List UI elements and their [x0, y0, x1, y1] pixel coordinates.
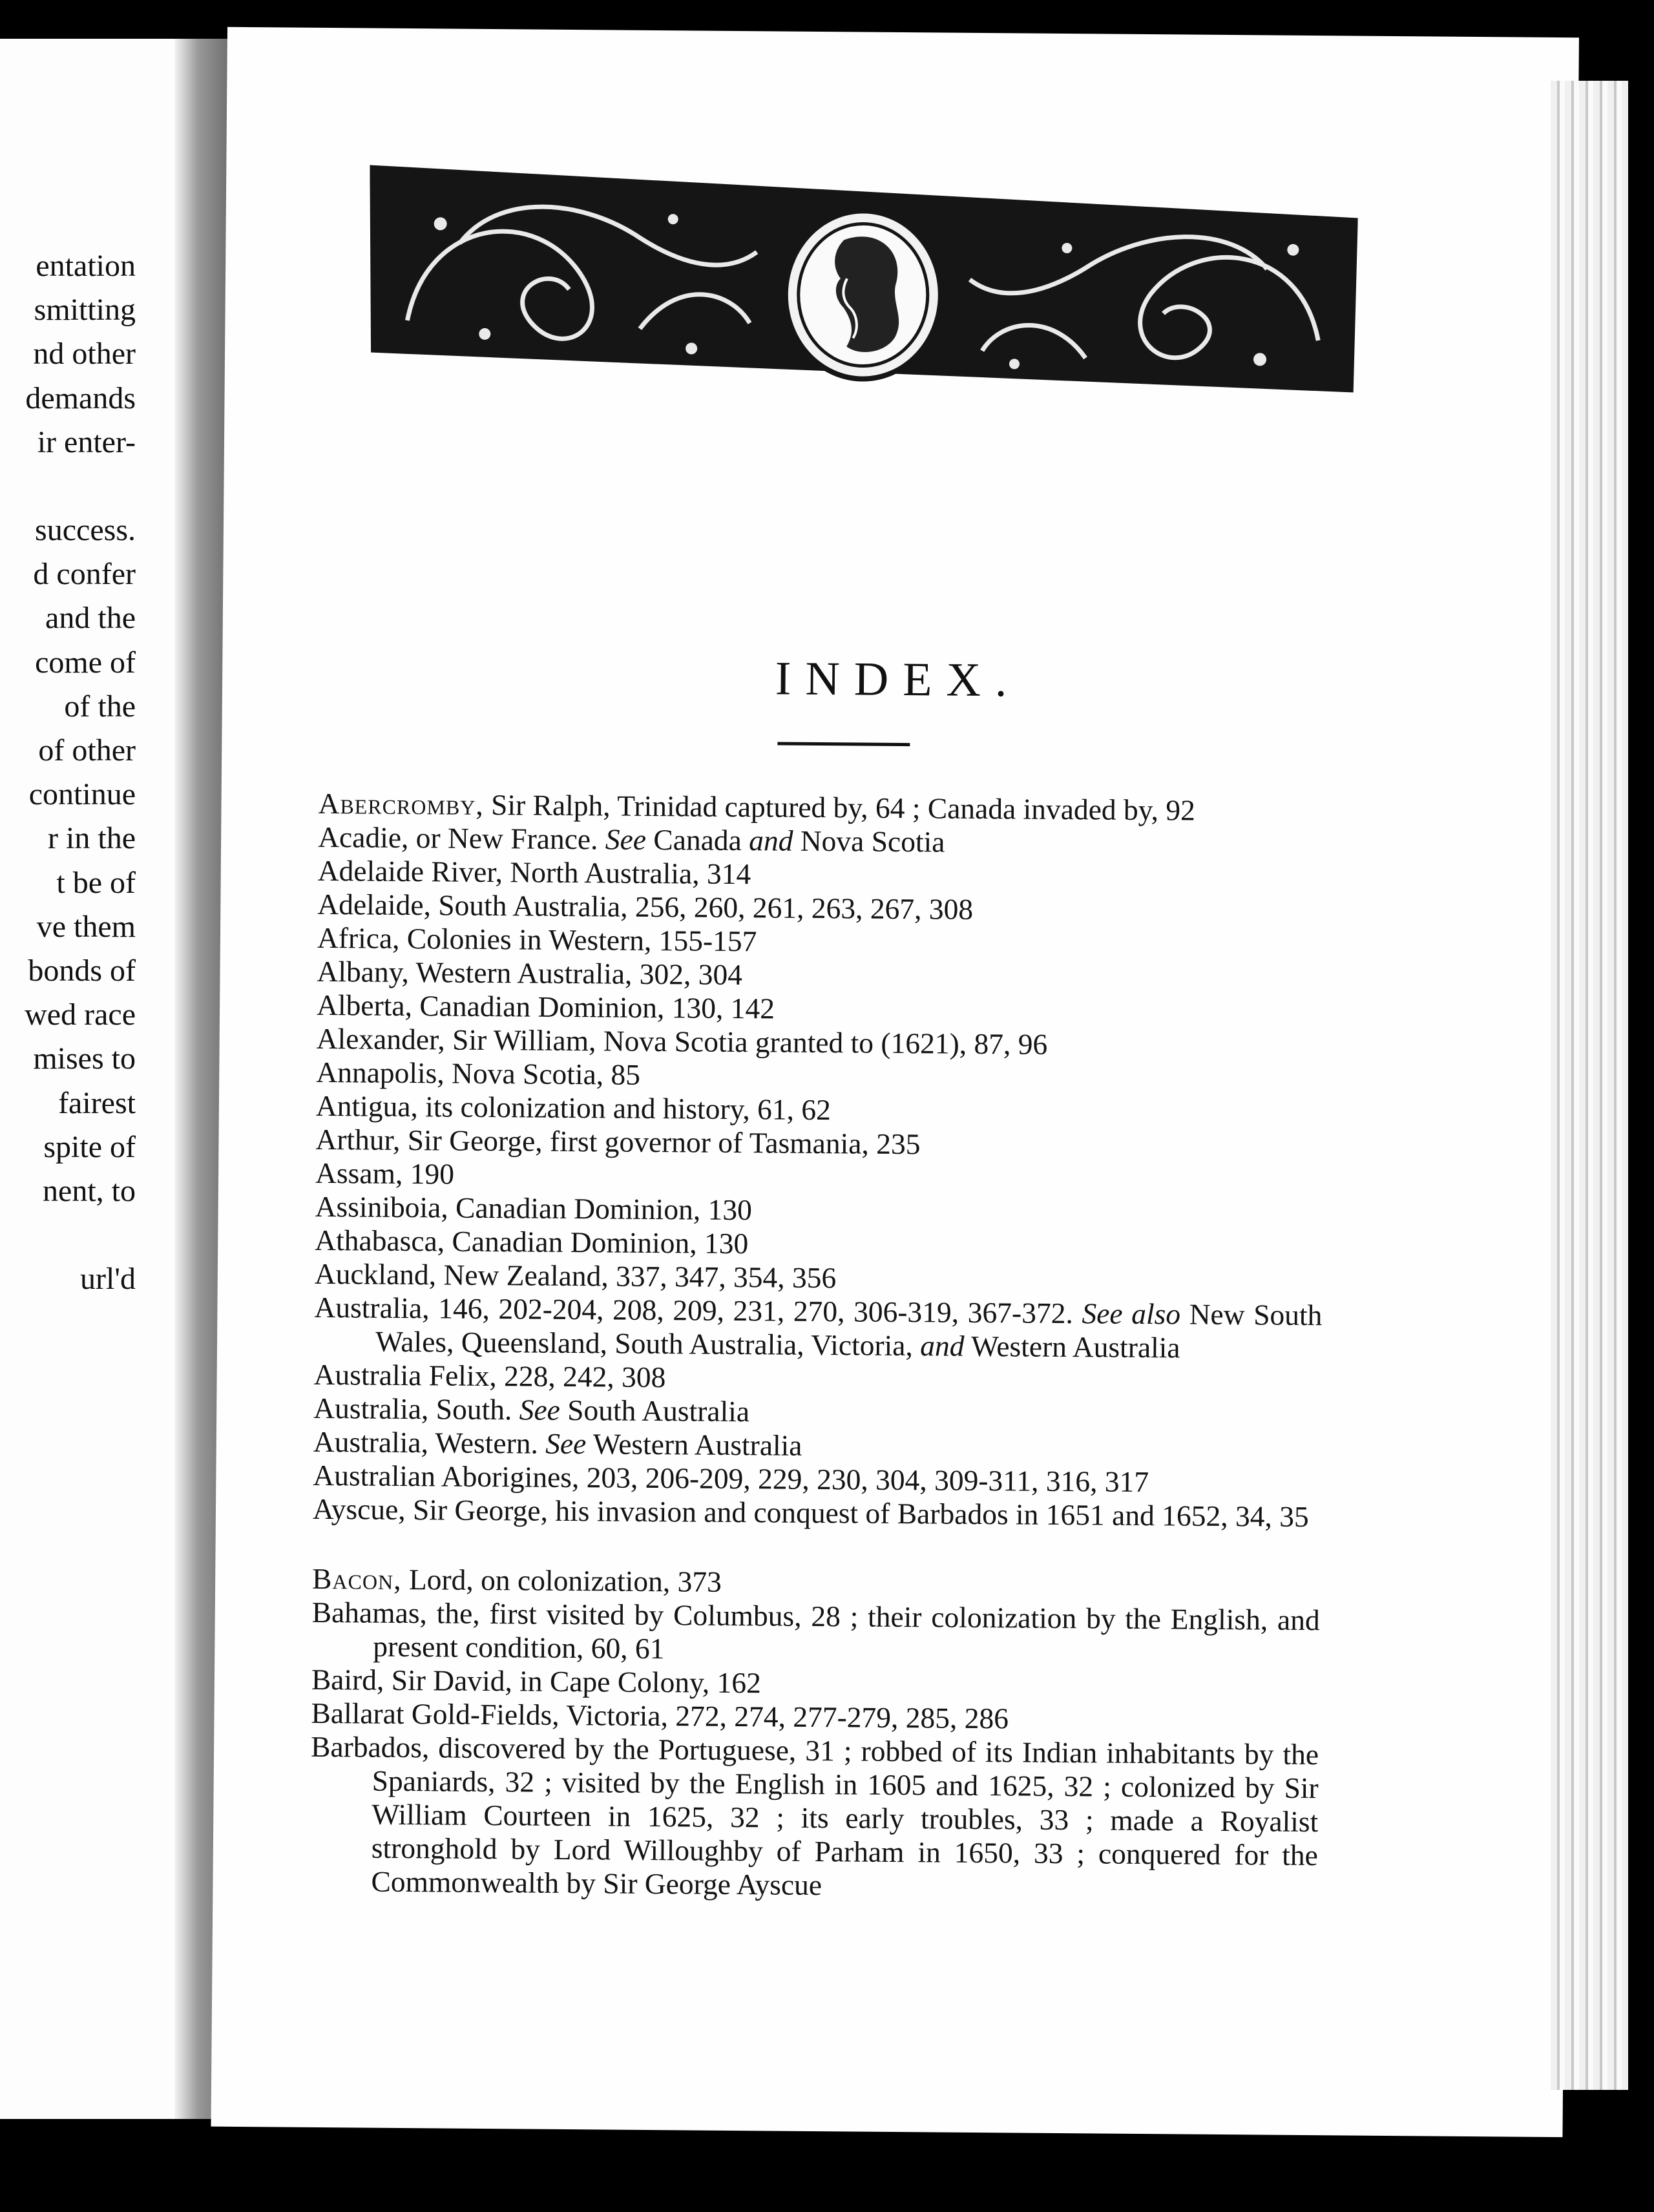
entry-heading: Acadie,: [317, 820, 409, 855]
left-page-line: smitting: [34, 293, 136, 328]
left-page-line: come of: [35, 645, 136, 680]
entry-text: Sir George, first governor of Tasmania, 235: [400, 1123, 921, 1161]
entry-text: Sir William, Nova Scotia granted to (1621), 87, 96: [445, 1023, 1048, 1061]
left-page-line: ve them: [36, 909, 136, 944]
cross-reference-conjunction: and: [920, 1329, 965, 1362]
left-page-line: success.: [35, 513, 136, 548]
entry-heading: Abercromby,: [318, 786, 484, 821]
entry-heading: Adelaide,: [317, 887, 432, 922]
entry-heading: Bahamas,: [311, 1595, 428, 1630]
left-page-line: and the: [45, 601, 136, 636]
cross-reference-label: See: [605, 822, 647, 856]
entry-text: or New France.: [408, 821, 606, 856]
entry-heading: Ballarat Gold-Fields,: [311, 1696, 560, 1731]
entry-heading: Albany,: [317, 954, 410, 989]
cross-reference-text: Western Australia: [964, 1329, 1180, 1364]
left-page-line: spite of: [43, 1129, 136, 1164]
left-page-line: r in the: [48, 821, 136, 856]
entry-heading: Australia, Western.: [313, 1424, 539, 1460]
entry-heading: Barbados,: [310, 1729, 430, 1764]
left-page-line: fairest: [58, 1085, 136, 1120]
entry-text: its colonization and history, 61, 62: [417, 1090, 832, 1127]
entry-heading: Adelaide River,: [317, 853, 503, 889]
entry-text: 146, 202-204, 208, 209, 231, 270, 306-319, 367-372.: [429, 1291, 1082, 1330]
entry-text: South Australia, 256, 260, 261, 263, 267, 308: [430, 888, 974, 926]
index-page: [211, 27, 1579, 2137]
index-entry: [314, 1291, 1323, 1366]
entry-heading: Bacon,: [311, 1561, 402, 1596]
entry-text: Canadian Dominion, 130: [448, 1191, 753, 1227]
index-entries: [309, 787, 1326, 1906]
left-page-line: mises to: [33, 1041, 136, 1076]
entry-heading: Australia Felix,: [313, 1357, 497, 1393]
title-rule: [777, 742, 910, 747]
left-page-line: nent, to: [43, 1174, 136, 1209]
cross-reference-label: See: [519, 1393, 561, 1426]
left-page-line: ir enter-: [37, 424, 136, 459]
page-title: INDEX.: [775, 652, 1021, 707]
entry-text: New Zealand, 337, 347, 354, 356: [435, 1258, 837, 1295]
entry-text: Victoria, 272, 274, 277-279, 285, 286: [559, 1698, 1009, 1735]
index-entry: [309, 1730, 1319, 1906]
entry-heading: Assam,: [315, 1156, 403, 1190]
entry-text: Sir George, his invasion and conquest of Barbados in 1651 and 1652, 34, 35: [405, 1493, 1309, 1534]
left-page-line: of other: [38, 733, 136, 768]
left-page-line: demands: [25, 381, 136, 415]
left-page-line: t be of: [56, 865, 136, 900]
entry-heading: Assiniboia,: [315, 1189, 448, 1224]
entry-heading: Annapolis,: [316, 1055, 445, 1090]
entry-heading: Australian Aborigines,: [313, 1458, 580, 1494]
left-page-line: of the: [64, 689, 136, 724]
entry-text: Colonies in Western, 155-157: [399, 921, 757, 958]
entry-heading: Alberta,: [316, 988, 413, 1023]
index-entry: [311, 1596, 1320, 1671]
cross-reference-text: Canada: [645, 822, 749, 857]
entry-text: the, first visited by Columbus, 28 ; their colonization by the English, and present condition, 60, 61: [373, 1596, 1320, 1665]
left-page-line: nd other: [33, 337, 136, 371]
entry-text: Sir David, in Cape Colony, 162: [384, 1663, 762, 1700]
entry-heading: Alexander,: [316, 1021, 445, 1056]
entry-heading: Australia, South.: [313, 1391, 512, 1426]
entry-heading: Baird,: [311, 1662, 384, 1696]
entry-text: Western Australia, 302, 304: [408, 955, 743, 992]
entry-heading: Ayscue,: [312, 1492, 406, 1527]
entry-heading: Arthur,: [315, 1122, 401, 1156]
entry-text: discovered by the Portuguese, 31 ; robbed of its Indian inhabitants by the Spaniards, 32 ; visited by the English in 1605 and 1625, 32 ; colonized by Sir William Courteen in 1625, 32 ; its early troubles, 33 ; made a Royalist stronghold by Lord Willoughby of Parham in 1650, 33 ; conquered for the Commonwealth by Sir George Ayscue: [371, 1731, 1319, 1902]
cross-reference-text: Nova Scotia: [793, 824, 945, 859]
left-page-line: [0, 464, 136, 508]
entry-text: 228, 242, 308: [496, 1359, 666, 1394]
cross-reference-conjunction: and: [749, 824, 793, 857]
cross-reference-label: See: [545, 1426, 587, 1461]
left-page-line: continue: [28, 777, 136, 812]
entry-heading: Africa,: [317, 921, 400, 955]
entry-heading: Athabasca,: [315, 1223, 445, 1258]
left-page-line: bonds of: [28, 954, 136, 988]
left-page-line: wed race: [25, 997, 136, 1032]
entry-text: 203, 206-209, 229, 230, 304, 309-311, 316, 317: [579, 1461, 1149, 1499]
cross-reference-text: South Australia: [560, 1393, 750, 1428]
entry-text: North Australia, 314: [502, 855, 751, 891]
ornamental-headpiece: [368, 165, 1359, 393]
entry-heading: Auckland,: [314, 1257, 437, 1291]
entry-text: Canadian Dominion, 130: [444, 1224, 749, 1260]
left-page-line: [0, 1213, 136, 1257]
entry-text: Canadian Dominion, 130, 142: [412, 989, 775, 1025]
left-page-line: url'd: [80, 1262, 136, 1297]
entry-heading: Australia,: [314, 1290, 430, 1325]
entry-text: Lord, on colonization, 373: [401, 1562, 722, 1598]
left-page-line: d confer: [33, 557, 136, 592]
left-page-line: entation: [36, 249, 136, 283]
entry-text: Sir Ralph, Trinidad captured by, 64 ; Canada invaded by, 92: [483, 788, 1196, 827]
entry-text: [538, 1427, 546, 1460]
left-page-text: [0, 244, 136, 1301]
entry-text: Nova Scotia, 85: [444, 1056, 641, 1091]
cross-reference-text: New South Wales, Queensland, South Australia, Victoria,: [375, 1297, 1323, 1362]
cross-reference-text: Western Australia: [586, 1427, 802, 1462]
entry-text: 190: [403, 1156, 455, 1191]
entry-heading: Antigua,: [315, 1089, 419, 1123]
page-edges: [1551, 81, 1628, 2090]
cross-reference-label: See also: [1082, 1297, 1181, 1331]
